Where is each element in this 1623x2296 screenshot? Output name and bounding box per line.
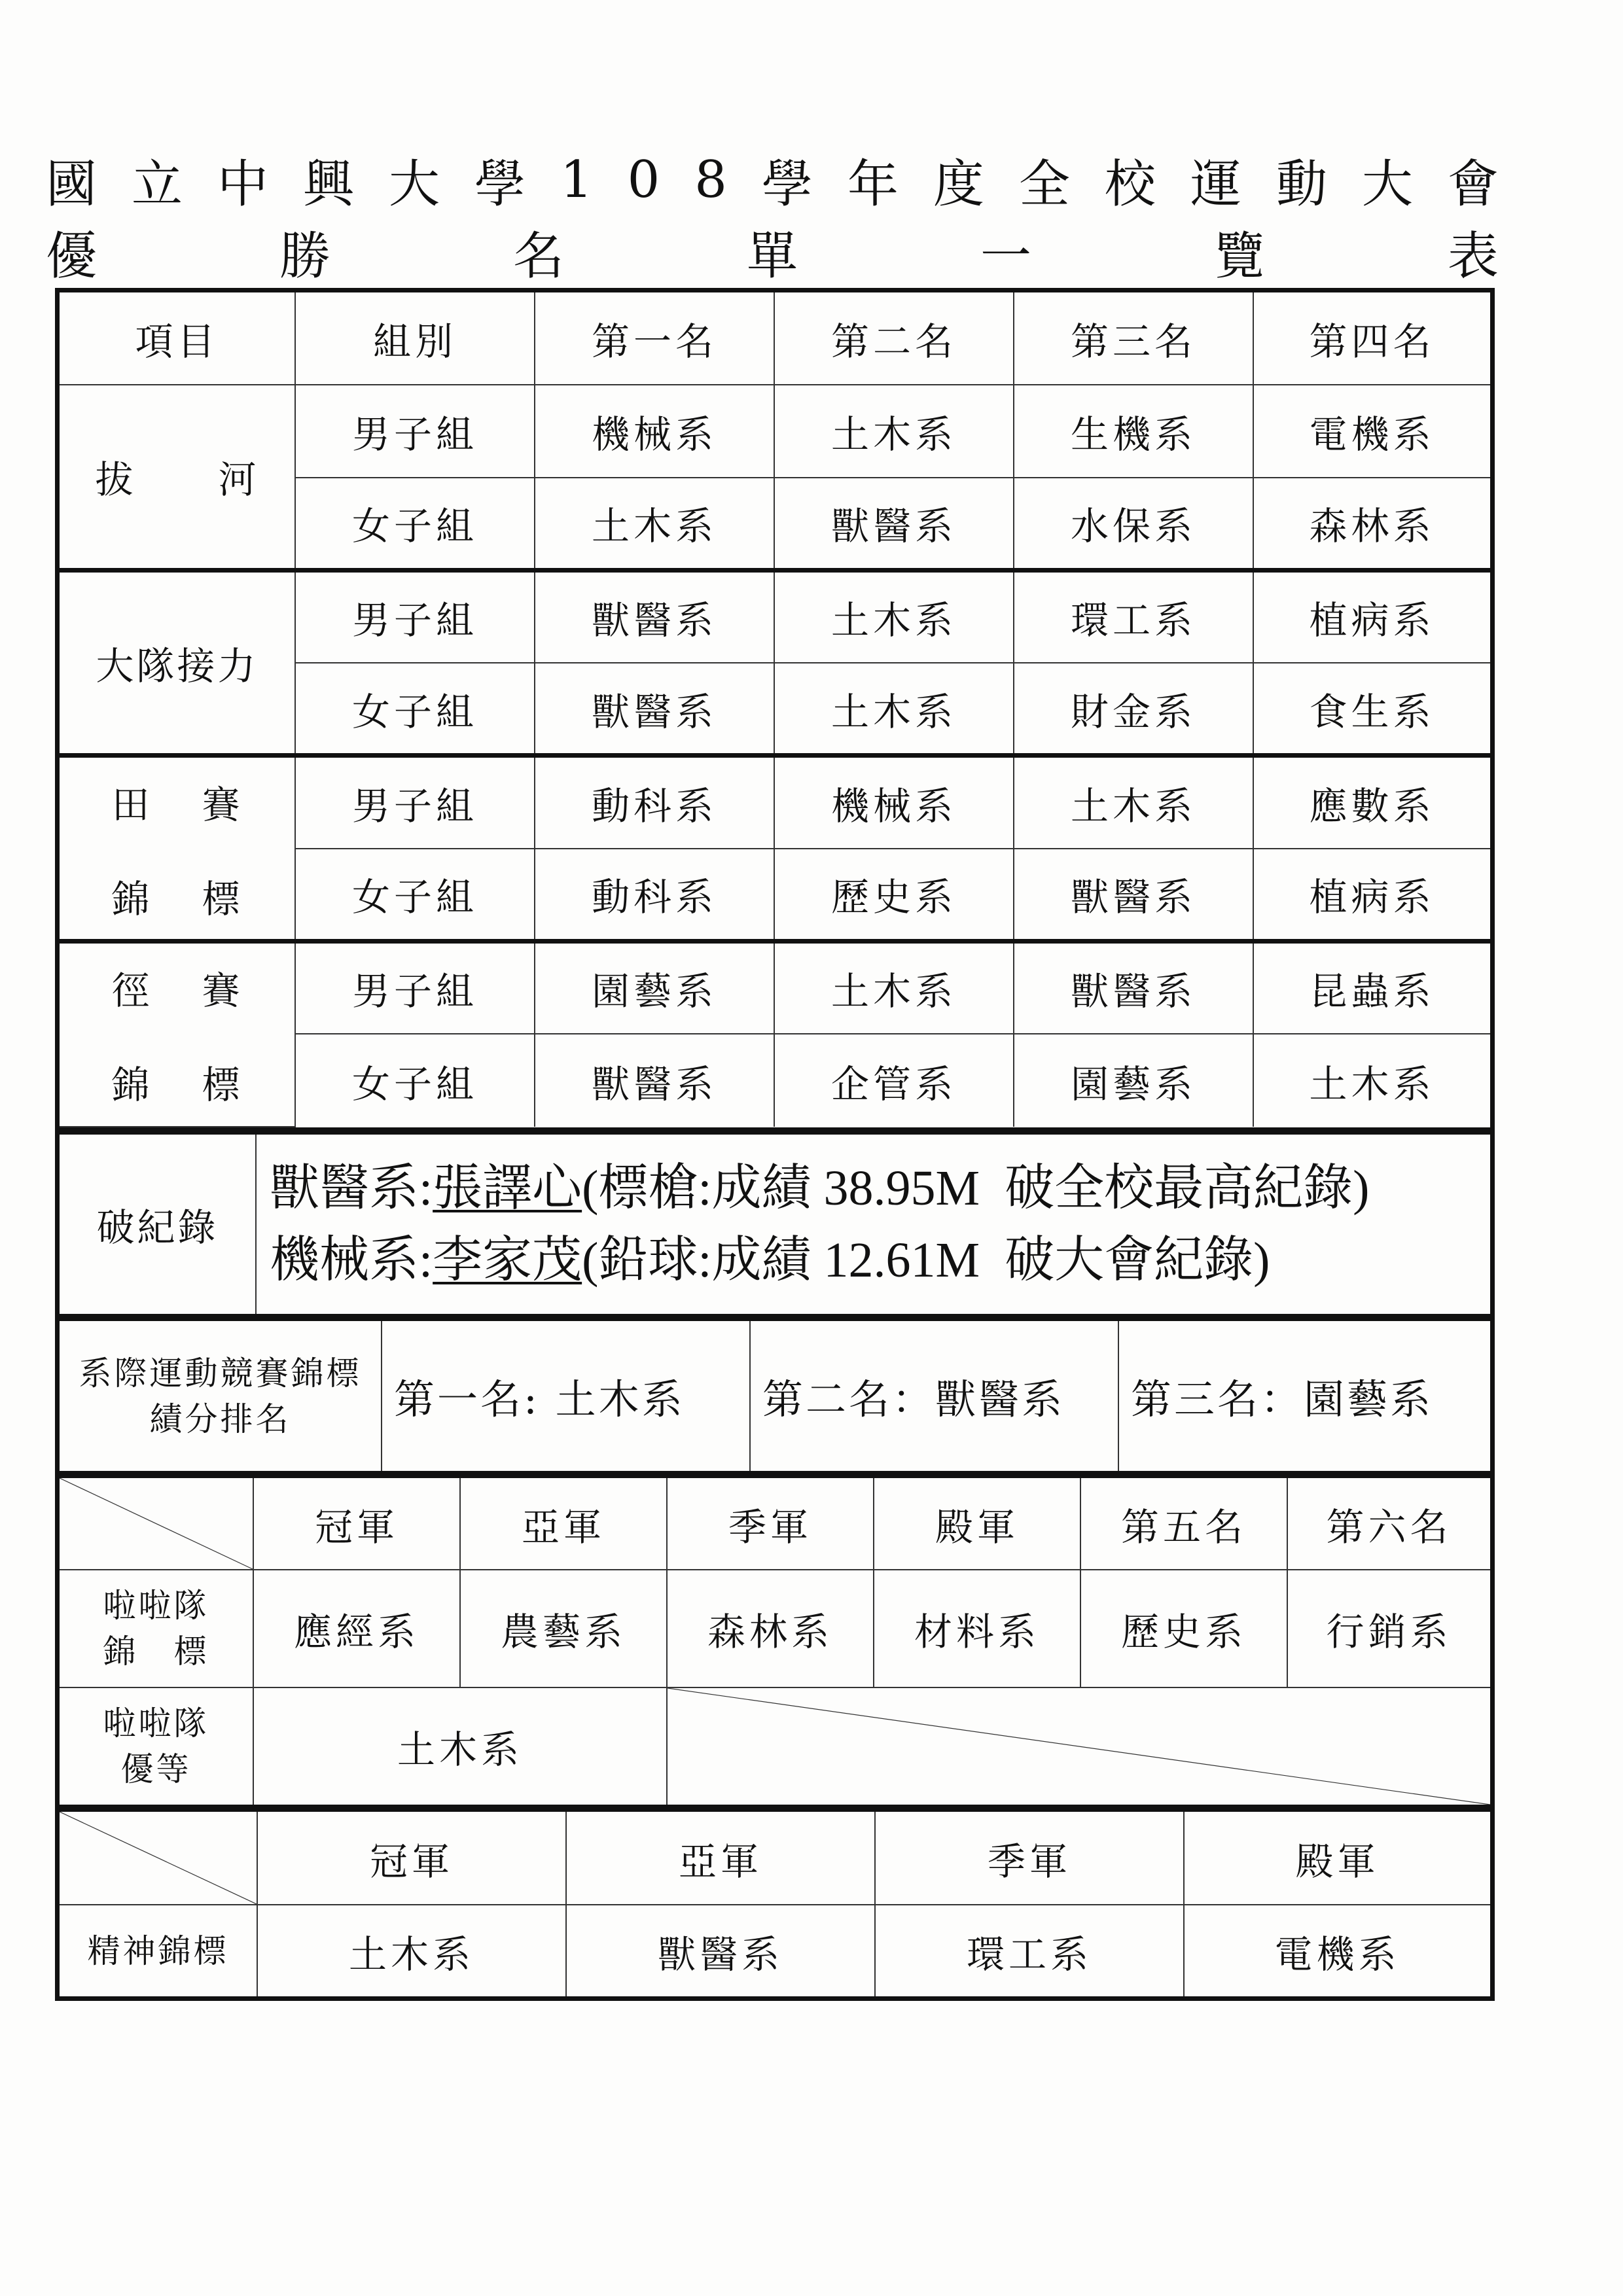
diagonal-line <box>60 1812 257 1904</box>
place-1-cell: 獸醫系 <box>535 663 774 756</box>
spirit-value-3: 電機系 <box>1184 1905 1490 1996</box>
title-char: 會 <box>1447 155 1499 214</box>
record-detail: (鉛球:成績 12.61M 破大會紀錄) <box>582 1233 1270 1288</box>
record-name: 張譯心 <box>433 1161 582 1216</box>
title-char: 名 <box>512 227 564 286</box>
cheer-header-1: 亞軍 <box>460 1478 667 1570</box>
place-1-cell: 動科系 <box>535 756 774 849</box>
place-4-cell: 植病系 <box>1253 570 1490 663</box>
group-cell: 女子組 <box>295 478 535 571</box>
results-header-0: 項目 <box>60 292 295 385</box>
event-name-cell <box>60 941 295 1127</box>
event-name <box>96 449 259 504</box>
place-3-cell: 土木系 <box>1014 756 1253 849</box>
place-1-cell: 獸醫系 <box>535 570 774 663</box>
place-2-cell: 企管系 <box>774 1034 1014 1127</box>
title-char: 0 <box>627 150 660 209</box>
place-2-cell: 歷史系 <box>774 849 1014 942</box>
title-char: 8 <box>694 150 727 209</box>
interdept-rank-1: 第一名: 土木系 <box>382 1321 750 1471</box>
cheer-header-3: 殿軍 <box>874 1478 1080 1570</box>
record-line <box>270 1224 1490 1296</box>
cheer-header-5: 第六名 <box>1287 1478 1490 1570</box>
cheer-header-2: 季軍 <box>667 1478 874 1570</box>
place-3-cell: 園藝系 <box>1014 1034 1253 1127</box>
event-name-line <box>112 774 243 829</box>
title-char: 動 <box>1275 155 1327 214</box>
cheer-value-5: 行銷系 <box>1287 1570 1490 1687</box>
group-cell: 女子組 <box>295 1034 535 1127</box>
interdept-label-line-2: 績分排名 <box>149 1400 291 1438</box>
record-dept: 機械系: <box>270 1233 433 1288</box>
spirit-header-1: 亞軍 <box>566 1812 875 1905</box>
records-section <box>55 1130 1495 1318</box>
place-4-cell: 昆蟲系 <box>1253 941 1490 1034</box>
title-char: 單 <box>746 227 798 286</box>
place-2-cell: 獸醫系 <box>774 478 1014 571</box>
place-3-cell: 財金系 <box>1014 663 1253 756</box>
place-3-cell: 獸醫系 <box>1014 849 1253 942</box>
results-header-4: 第三名 <box>1014 292 1253 385</box>
group-cell: 女子組 <box>295 849 535 942</box>
spirit-value-1: 獸醫系 <box>566 1905 875 1996</box>
page-title-line-1 <box>46 147 1499 213</box>
place-2-cell: 土木系 <box>774 941 1014 1034</box>
place-4-cell: 森林系 <box>1253 478 1490 571</box>
cheer-value-0: 應經系 <box>253 1570 460 1687</box>
cheer-merit-value: 土木系 <box>253 1687 667 1805</box>
cheer-header-4: 第五名 <box>1080 1478 1287 1570</box>
event-name-line <box>112 1054 243 1109</box>
event-name-char: 錦 <box>111 876 152 921</box>
title-char: 國 <box>46 155 98 214</box>
title-char: 一 <box>980 227 1031 286</box>
diagonal-line <box>60 1478 253 1569</box>
page-title-line-2 <box>46 219 1499 285</box>
diagonal-line <box>668 1688 1490 1805</box>
place-4-cell: 應數系 <box>1253 756 1490 849</box>
event-name: 大隊接力 <box>96 644 259 689</box>
results-header-1: 組別 <box>295 292 535 385</box>
interdept-rank-3: 第三名：園藝系 <box>1118 1321 1490 1471</box>
place-3-cell: 水保系 <box>1014 478 1253 571</box>
place-1-cell: 土木系 <box>535 478 774 571</box>
place-1-cell: 動科系 <box>535 849 774 942</box>
group-cell: 女子組 <box>295 663 535 756</box>
title-char: 表 <box>1447 227 1499 286</box>
event-name-cell <box>60 385 295 571</box>
title-char: 優 <box>46 227 98 286</box>
event-name-char: 標 <box>202 876 243 921</box>
results-header-3: 第二名 <box>774 292 1014 385</box>
place-4-cell: 土木系 <box>1253 1034 1490 1127</box>
place-4-cell: 電機系 <box>1253 385 1490 478</box>
place-4-cell: 植病系 <box>1253 849 1490 942</box>
title-char: 學 <box>474 155 526 214</box>
place-1-cell: 機械系 <box>535 385 774 478</box>
records-label: 破紀錄 <box>60 1135 256 1314</box>
event-name-char: 徑 <box>111 968 152 1014</box>
group-cell: 男子組 <box>295 941 535 1034</box>
record-line <box>270 1152 1490 1224</box>
interdept-label-line-1: 系際運動競賽錦標 <box>79 1354 362 1392</box>
record-dept: 獸醫系: <box>270 1161 433 1216</box>
results-header-2: 第一名 <box>535 292 774 385</box>
event-name-char: 標 <box>202 1063 243 1108</box>
title-char: 大 <box>389 155 440 214</box>
cheer-label-line-1: 啦啦隊 <box>103 1587 209 1625</box>
cheer-merit-label-line-2: 優等 <box>120 1750 192 1788</box>
place-3-cell: 環工系 <box>1014 570 1253 663</box>
title-char: 立 <box>132 155 183 214</box>
spirit-header-2: 季軍 <box>875 1812 1184 1905</box>
title-char: 覽 <box>1213 227 1265 286</box>
event-name-char: 田 <box>111 782 152 827</box>
spirit-corner-cell <box>60 1812 257 1905</box>
place-2-cell: 土木系 <box>774 385 1014 478</box>
place-2-cell: 土木系 <box>774 570 1014 663</box>
place-2-cell: 機械系 <box>774 756 1014 849</box>
event-name-char: 賽 <box>202 782 243 827</box>
group-cell: 男子組 <box>295 570 535 663</box>
results-table <box>55 288 1495 1132</box>
title-char: 勝 <box>279 227 330 286</box>
record-name: 李家茂 <box>433 1233 582 1288</box>
title-char: 全 <box>1018 155 1070 214</box>
interdept-rank-2: 第二名：獸醫系 <box>750 1321 1118 1471</box>
records-text <box>256 1135 1490 1314</box>
title-char: 1 <box>560 150 593 209</box>
cheer-corner-cell <box>60 1478 253 1570</box>
place-3-cell: 生機系 <box>1014 385 1253 478</box>
cheer-value-2: 森林系 <box>667 1570 874 1687</box>
place-1-cell: 獸醫系 <box>535 1034 774 1127</box>
record-detail: (標槍:成績 38.95M 破全校最高紀錄) <box>582 1161 1370 1216</box>
event-name-line <box>112 960 243 1015</box>
cheer-value-3: 材料系 <box>874 1570 1080 1687</box>
event-name-char: 賽 <box>202 968 243 1014</box>
title-char: 校 <box>1104 155 1156 214</box>
spirit-header-0: 冠軍 <box>257 1812 566 1905</box>
place-4-cell: 食生系 <box>1253 663 1490 756</box>
cheer-merit-empty-cell <box>667 1687 1490 1805</box>
title-char: 中 <box>217 155 269 214</box>
spirit-label: 精神錦標 <box>60 1905 257 1996</box>
title-char: 運 <box>1190 155 1241 214</box>
title-char: 年 <box>847 155 899 214</box>
title-char: 大 <box>1361 155 1413 214</box>
place-2-cell: 土木系 <box>774 663 1014 756</box>
event-name-cell <box>60 570 295 756</box>
title-char: 度 <box>933 155 984 214</box>
spirit-table <box>55 1807 1495 2001</box>
interdept-label <box>60 1321 382 1471</box>
place-1-cell: 園藝系 <box>535 941 774 1034</box>
results-header-5: 第四名 <box>1253 292 1490 385</box>
cheer-value-1: 農藝系 <box>460 1570 667 1687</box>
cheer-header-0: 冠軍 <box>253 1478 460 1570</box>
cheer-merit-label-line-1: 啦啦隊 <box>103 1704 209 1742</box>
event-name-char: 河 <box>218 457 259 503</box>
cheer-label <box>60 1570 253 1687</box>
spirit-value-2: 環工系 <box>875 1905 1184 1996</box>
spirit-header-3: 殿軍 <box>1184 1812 1490 1905</box>
group-cell: 男子組 <box>295 756 535 849</box>
event-name-char: 拔 <box>95 457 136 503</box>
event-name-char: 錦 <box>111 1063 152 1108</box>
group-cell: 男子組 <box>295 385 535 478</box>
spirit-value-0: 土木系 <box>257 1905 566 1996</box>
cheer-value-4: 歷史系 <box>1080 1570 1287 1687</box>
event-name-cell <box>60 756 295 942</box>
title-char: 學 <box>761 155 813 214</box>
cheer-label-line-2: 錦 標 <box>103 1633 209 1670</box>
title-char: 興 <box>303 155 355 214</box>
cheer-table <box>55 1474 1495 1809</box>
event-name-line <box>112 868 243 923</box>
interdept-ranking <box>55 1316 1495 1475</box>
cheer-merit-label <box>60 1687 253 1805</box>
place-3-cell: 獸醫系 <box>1014 941 1253 1034</box>
